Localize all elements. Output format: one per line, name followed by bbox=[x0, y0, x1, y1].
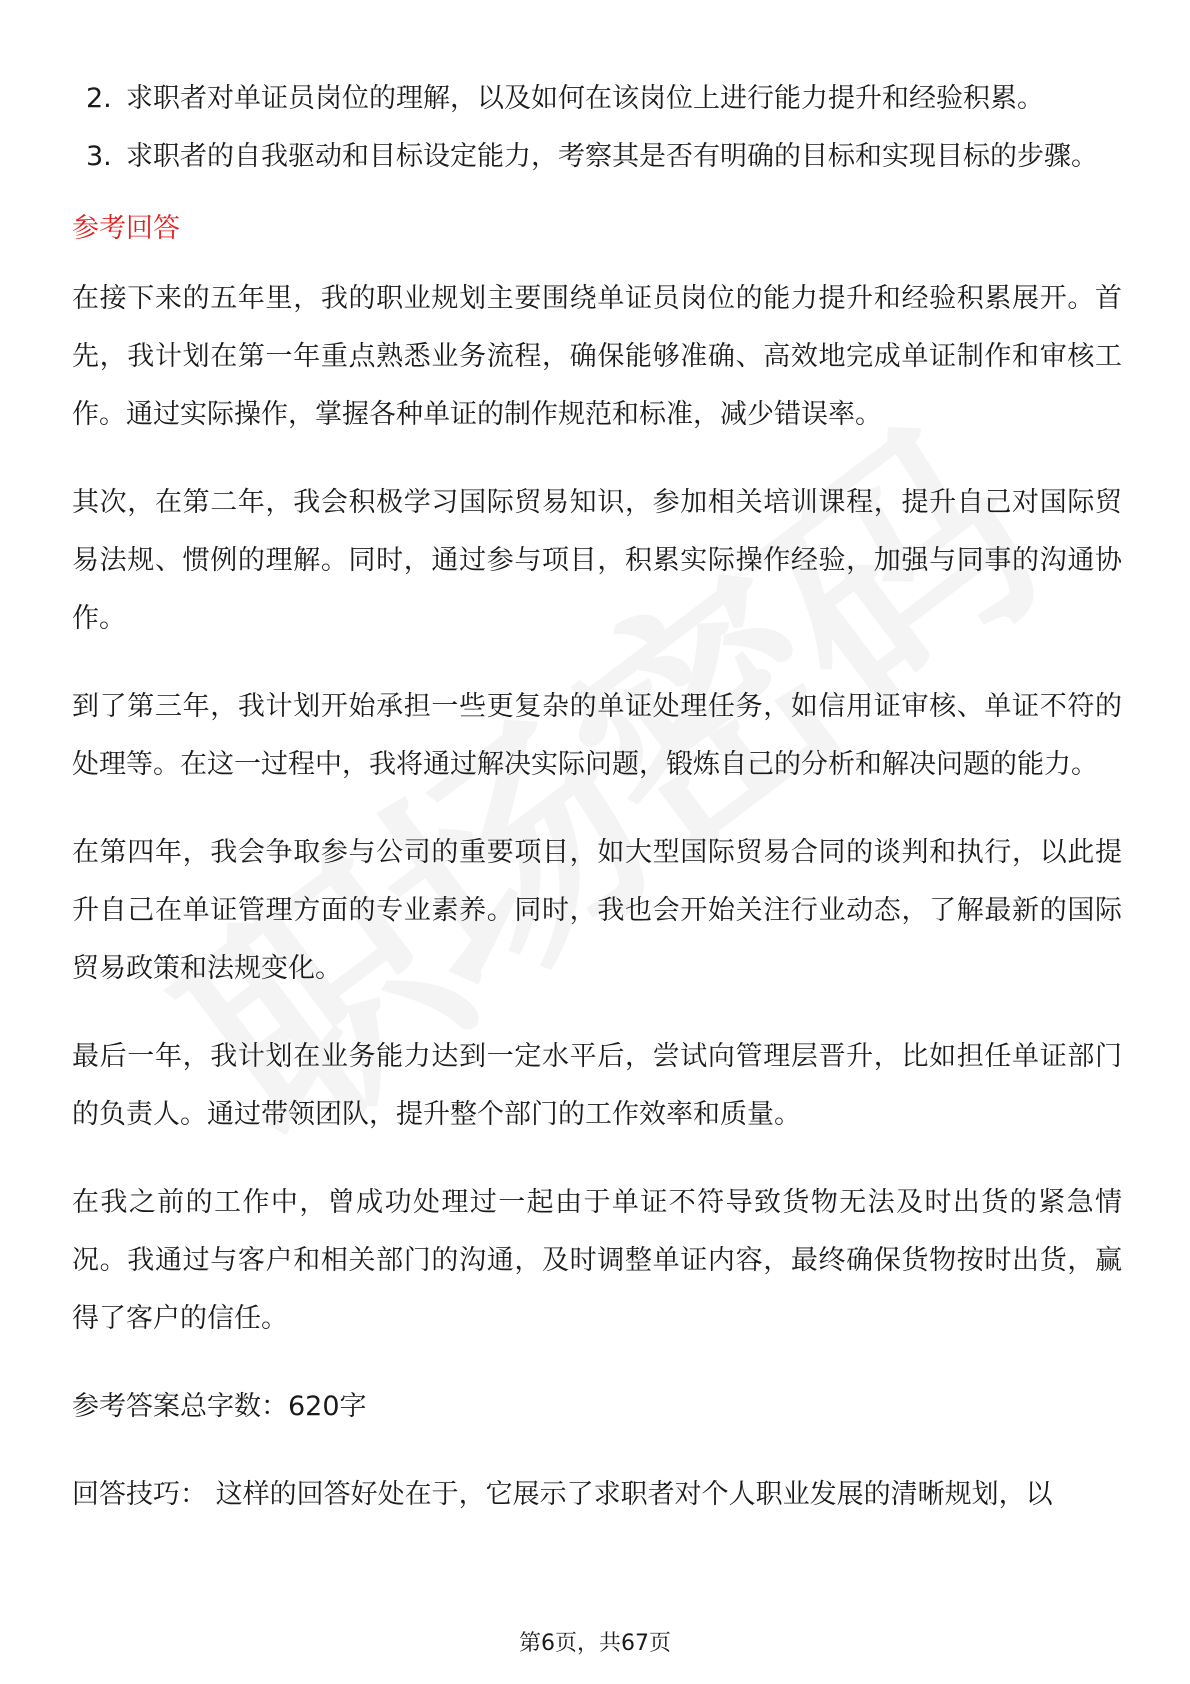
numbered-list bbox=[72, 70, 1122, 186]
list-item-number: 3. bbox=[86, 141, 112, 172]
page-footer: 第6页，共67页 bbox=[519, 1631, 671, 1656]
list-item bbox=[72, 70, 1122, 128]
answer-paragraph: 最后一年，我计划在业务能力达到一定水平后，尝试向管理层晋升，比如担任单证部门的负责人。通过带领团队，提升整个部门的工作效率和质量。 bbox=[72, 1041, 1122, 1130]
list-item-text: 求职者的自我驱动和目标设定能力，考察其是否有明确的目标和实现目标的步骤。 bbox=[126, 141, 1098, 172]
list-item-number: 2. bbox=[86, 83, 112, 114]
word-count: 参考答案总字数：620字 bbox=[72, 1391, 367, 1422]
section-heading-reference-answer: 参考回答 bbox=[72, 213, 180, 244]
page-content bbox=[72, 70, 1122, 1524]
list-item-text: 求职者对单证员岗位的理解，以及如何在该岗位上进行能力提升和经验积累。 bbox=[126, 83, 1044, 114]
answer-paragraph: 在接下来的五年里，我的职业规划主要围绕单证员岗位的能力提升和经验积累展开。首先，我计划在第一年重点熟悉业务流程，确保能够准确、高效地完成单证制作和审核工作。通过实际操作，掌握各种单证的制作规范和标准，减少错误率。 bbox=[72, 283, 1122, 430]
answer-paragraph: 在第四年，我会争取参与公司的重要项目，如大型国际贸易合同的谈判和执行，以此提升自己在单证管理方面的专业素养。同时，我也会开始关注行业动态，了解最新的国际贸易政策和法规变化。 bbox=[72, 837, 1122, 984]
answer-paragraph: 在我之前的工作中，曾成功处理过一起由于单证不符导致货物无法及时出货的紧急情况。我通过与客户和相关部门的沟通，及时调整单证内容，最终确保货物按时出货，赢得了客户的信任。 bbox=[72, 1187, 1122, 1334]
answer-paragraph: 其次，在第二年，我会积极学习国际贸易知识，参加相关培训课程，提升自己对国际贸易法规、惯例的理解。同时，通过参与项目，积累实际操作经验，加强与同事的沟通协作。 bbox=[72, 487, 1122, 634]
answer-tip: 回答技巧： 这样的回答好处在于，它展示了求职者对个人职业发展的清晰规划，以 bbox=[72, 1479, 1053, 1510]
list-item bbox=[72, 128, 1122, 186]
answer-paragraph: 到了第三年，我计划开始承担一些更复杂的单证处理任务，如信用证审核、单证不符的处理等。在这一过程中，我将通过解决实际问题，锻炼自己的分析和解决问题的能力。 bbox=[72, 691, 1122, 780]
